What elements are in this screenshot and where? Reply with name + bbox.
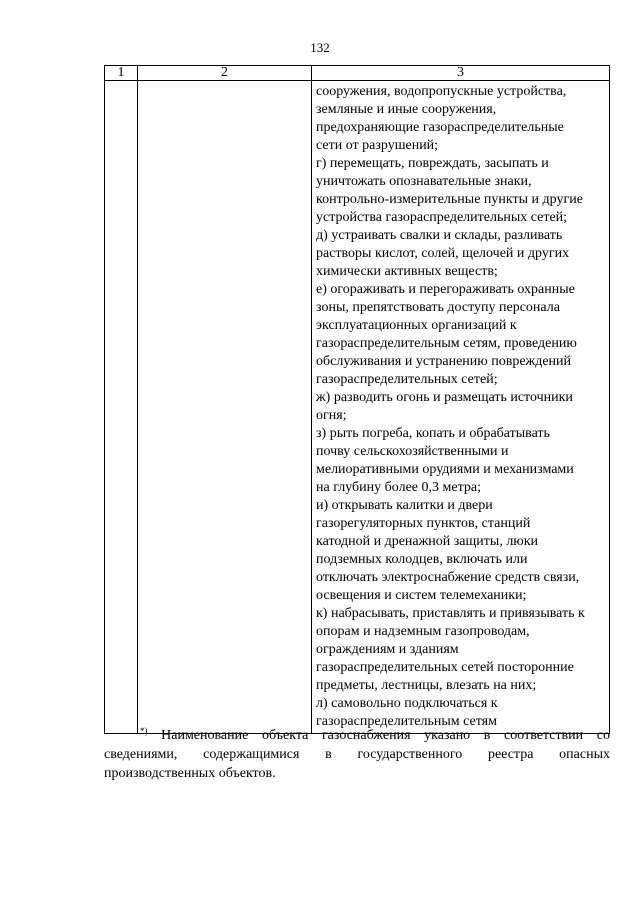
cell-col-1 bbox=[105, 81, 138, 734]
text-line: газорегуляторных пунктов, станций bbox=[316, 516, 531, 531]
text-line: г) перемещать, повреждать, засыпать и bbox=[316, 156, 549, 171]
document-table bbox=[104, 65, 610, 734]
text-line: эксплуатационных организаций к bbox=[316, 318, 517, 333]
text-line: огня; bbox=[316, 408, 347, 423]
text-line: газораспределительным сетям bbox=[316, 714, 497, 729]
text-line: и) открывать калитки и двери bbox=[316, 498, 493, 513]
text-line: растворы кислот, солей, щелочей и других bbox=[316, 246, 570, 261]
header-col-2: 2 bbox=[138, 66, 312, 81]
footnote-marker: *) bbox=[140, 726, 148, 736]
text-line: земляные и иные сооружения, bbox=[316, 102, 497, 117]
text-line: д) устраивать свалки и склады, разливать bbox=[316, 228, 563, 243]
text-line: на глубину более 0,3 метра; bbox=[316, 480, 481, 495]
text-line: з) рыть погреба, копать и обрабатывать bbox=[316, 426, 550, 441]
text-line: контрольно-измерительные пункты и другие bbox=[316, 192, 583, 207]
text-line: химически активных веществ; bbox=[316, 264, 498, 279]
text-line: ограждениям и зданиям bbox=[316, 642, 459, 657]
text-line: опорам и надземным газопроводам, bbox=[316, 624, 530, 639]
header-col-3: 3 bbox=[312, 66, 610, 81]
text-line: устройства газораспределительных сетей; bbox=[316, 210, 568, 225]
text-line: катодной и дренажной защиты, люки bbox=[316, 534, 539, 549]
footnote-line-1: *) Наименование объекта газоснабжения указано в соответствии со bbox=[140, 726, 610, 743]
text-line: газораспределительным сетям, проведению bbox=[316, 336, 577, 351]
page-number: 132 bbox=[310, 40, 330, 55]
table-header-row bbox=[105, 66, 610, 81]
table-row bbox=[105, 81, 610, 734]
text-line: л) самовольно подключаться к bbox=[316, 696, 498, 711]
text-line: сети от разрушений; bbox=[316, 138, 439, 153]
text-line: предохраняющие газораспределительные bbox=[316, 120, 564, 135]
text-line: газораспределительных сетей; bbox=[316, 372, 498, 387]
cell-col-3 bbox=[312, 81, 610, 734]
text-line: уничтожать опознавательные знаки, bbox=[316, 174, 532, 189]
header-col-1: 1 bbox=[105, 66, 138, 81]
text-line: подземных колодцев, включать или bbox=[316, 552, 528, 567]
footnote-line-2: сведениями, содержащимися в государственного реестра опасных bbox=[104, 747, 610, 762]
footnote-line-3: производственных объектов. bbox=[104, 766, 276, 781]
text-line: освещения и систем телемеханики; bbox=[316, 588, 527, 603]
text-line: почву сельскохозяйственными и bbox=[316, 444, 509, 459]
text-line: мелиоративными орудиями и механизмами bbox=[316, 462, 574, 477]
prohibitions-text bbox=[316, 83, 605, 731]
text-line: предметы, лестницы, влезать на них; bbox=[316, 678, 537, 693]
text-line: сооружения, водопропускные устройства, bbox=[316, 84, 567, 99]
cell-col-2 bbox=[138, 81, 312, 734]
text-line: к) набрасывать, приставлять и привязывать к bbox=[316, 606, 585, 621]
text-line: обслуживания и устранению повреждений bbox=[316, 354, 572, 369]
text-line: зоны, препятствовать доступу персонала bbox=[316, 300, 560, 315]
text-line: газораспределительных сетей посторонние bbox=[316, 660, 574, 675]
text-line: отключать электроснабжение средств связи, bbox=[316, 570, 580, 585]
footnote bbox=[104, 726, 610, 783]
text-line: е) огораживать и перегораживать охранные bbox=[316, 282, 575, 297]
text-line: ж) разводить огонь и размещать источники bbox=[316, 390, 573, 405]
